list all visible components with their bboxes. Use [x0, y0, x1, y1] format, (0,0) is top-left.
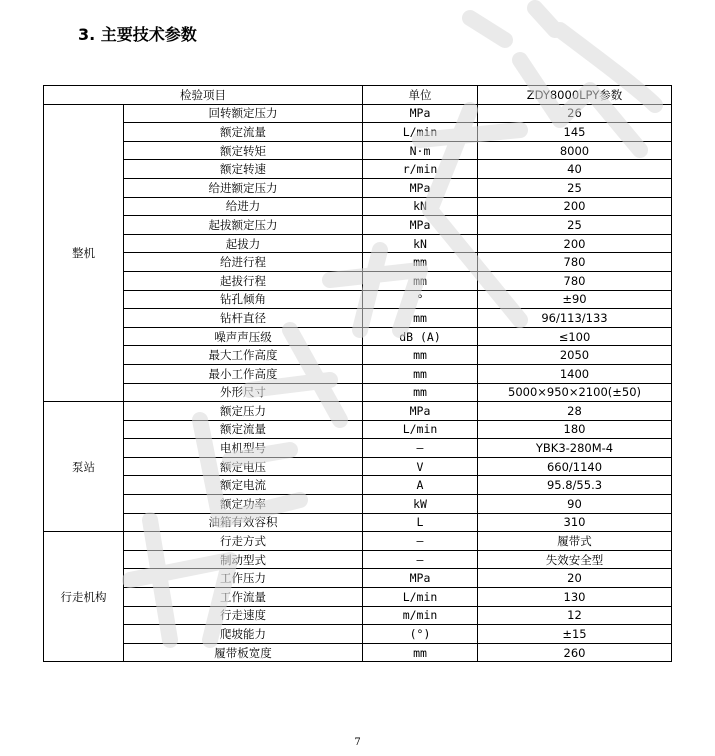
- table-row: [44, 346, 672, 365]
- cell-value: 履带式: [478, 532, 672, 551]
- cell-value: 1400: [478, 364, 672, 383]
- cell-value: 660/1140: [478, 457, 672, 476]
- table-row: [44, 383, 672, 402]
- table-row: [44, 104, 672, 123]
- cell-item: 工作压力: [124, 569, 363, 588]
- table-row: [44, 160, 672, 179]
- cell-unit: mm: [363, 253, 478, 272]
- header-unit: 单位: [363, 86, 478, 105]
- cell-unit: mm: [363, 364, 478, 383]
- page-number: 7: [354, 737, 361, 748]
- table-row: [44, 625, 672, 644]
- table-row: [44, 439, 672, 458]
- cell-unit: (°): [363, 625, 478, 644]
- cell-unit: kN: [363, 197, 478, 216]
- group-label: 整机: [44, 104, 124, 402]
- cell-item: 额定流量: [124, 123, 363, 142]
- cell-item: 给进行程: [124, 253, 363, 272]
- group-label: 泵站: [44, 402, 124, 532]
- cell-value: 200: [478, 197, 672, 216]
- cell-item: 行走速度: [124, 606, 363, 625]
- table-row: [44, 234, 672, 253]
- table-row: [44, 420, 672, 439]
- cell-value: 25: [478, 178, 672, 197]
- table-row: [44, 569, 672, 588]
- cell-value: 200: [478, 234, 672, 253]
- cell-unit: r/min: [363, 160, 478, 179]
- cell-item: 给进额定压力: [124, 178, 363, 197]
- section-title: 3. 主要技术参数: [78, 25, 197, 44]
- cell-item: 制动型式: [124, 550, 363, 569]
- cell-item: 噪声声压级: [124, 327, 363, 346]
- cell-unit: MPa: [363, 104, 478, 123]
- cell-value: 95.8/55.3: [478, 476, 672, 495]
- cell-value: 260: [478, 643, 672, 662]
- table-row: [44, 327, 672, 346]
- table-row: [44, 123, 672, 142]
- cell-item: 额定流量: [124, 420, 363, 439]
- cell-unit: mm: [363, 346, 478, 365]
- cell-unit: kW: [363, 495, 478, 514]
- cell-value: 20: [478, 569, 672, 588]
- table-row: [44, 457, 672, 476]
- cell-unit: mm: [363, 383, 478, 402]
- cell-item: 回转额定压力: [124, 104, 363, 123]
- cell-item: 电机型号: [124, 439, 363, 458]
- cell-unit: MPa: [363, 569, 478, 588]
- table-header-row: [44, 86, 672, 105]
- cell-item: 起拔力: [124, 234, 363, 253]
- cell-item: 额定转矩: [124, 141, 363, 160]
- table-row: [44, 513, 672, 532]
- cell-unit: L: [363, 513, 478, 532]
- table-row: [44, 550, 672, 569]
- cell-item: 额定压力: [124, 402, 363, 421]
- cell-value: 780: [478, 271, 672, 290]
- cell-item: 给进力: [124, 197, 363, 216]
- table-row: [44, 309, 672, 328]
- cell-value: 96/113/133: [478, 309, 672, 328]
- table-row: [44, 197, 672, 216]
- cell-item: 起拔额定压力: [124, 216, 363, 235]
- cell-item: 油箱有效容积: [124, 513, 363, 532]
- table-row: [44, 141, 672, 160]
- cell-unit: —: [363, 439, 478, 458]
- table-row: [44, 290, 672, 309]
- cell-item: 钻杆直径: [124, 309, 363, 328]
- cell-value: 310: [478, 513, 672, 532]
- table-row: [44, 606, 672, 625]
- cell-item: 工作流量: [124, 588, 363, 607]
- cell-item: 履带板宽度: [124, 643, 363, 662]
- cell-item: 最大工作高度: [124, 346, 363, 365]
- cell-item: 起拔行程: [124, 271, 363, 290]
- cell-value: 130: [478, 588, 672, 607]
- cell-unit: A: [363, 476, 478, 495]
- cell-unit: —: [363, 550, 478, 569]
- table-row: [44, 402, 672, 421]
- cell-unit: V: [363, 457, 478, 476]
- cell-value: 12: [478, 606, 672, 625]
- cell-item: 额定电流: [124, 476, 363, 495]
- cell-unit: kN: [363, 234, 478, 253]
- cell-value: 180: [478, 420, 672, 439]
- cell-item: 额定功率: [124, 495, 363, 514]
- cell-value: 40: [478, 160, 672, 179]
- cell-unit: L/min: [363, 588, 478, 607]
- cell-item: 钻孔倾角: [124, 290, 363, 309]
- table-row: [44, 216, 672, 235]
- table-row: [44, 476, 672, 495]
- cell-unit: L/min: [363, 123, 478, 142]
- cell-item: 额定电压: [124, 457, 363, 476]
- cell-unit: MPa: [363, 216, 478, 235]
- header-item: 检验项目: [44, 86, 363, 105]
- spec-table-body: [44, 104, 672, 662]
- cell-value: ±15: [478, 625, 672, 644]
- cell-unit: —: [363, 532, 478, 551]
- cell-item: 爬坡能力: [124, 625, 363, 644]
- cell-value: 25: [478, 216, 672, 235]
- cell-item: 行走方式: [124, 532, 363, 551]
- cell-unit: m/min: [363, 606, 478, 625]
- cell-unit: °: [363, 290, 478, 309]
- cell-value: ≤100: [478, 327, 672, 346]
- cell-value: 26: [478, 104, 672, 123]
- cell-unit: N·m: [363, 141, 478, 160]
- cell-unit: mm: [363, 271, 478, 290]
- cell-unit: MPa: [363, 178, 478, 197]
- cell-value: 28: [478, 402, 672, 421]
- cell-unit: L/min: [363, 420, 478, 439]
- cell-unit: mm: [363, 643, 478, 662]
- header-value: ZDY8000LPY参数: [478, 86, 672, 105]
- cell-unit: dB (A): [363, 327, 478, 346]
- cell-unit: mm: [363, 309, 478, 328]
- group-label: 行走机构: [44, 532, 124, 662]
- cell-value: 90: [478, 495, 672, 514]
- cell-value: 145: [478, 123, 672, 142]
- cell-item: 额定转速: [124, 160, 363, 179]
- cell-value: YBK3-280M-4: [478, 439, 672, 458]
- cell-item: 外形尺寸: [124, 383, 363, 402]
- table-row: [44, 532, 672, 551]
- table-row: [44, 364, 672, 383]
- table-row: [44, 643, 672, 662]
- cell-value: 780: [478, 253, 672, 272]
- cell-value: 5000×950×2100(±50): [478, 383, 672, 402]
- cell-value: ±90: [478, 290, 672, 309]
- table-row: [44, 178, 672, 197]
- table-row: [44, 253, 672, 272]
- cell-item: 最小工作高度: [124, 364, 363, 383]
- cell-value: 2050: [478, 346, 672, 365]
- cell-value: 失效安全型: [478, 550, 672, 569]
- cell-unit: MPa: [363, 402, 478, 421]
- table-row: [44, 495, 672, 514]
- spec-table: [43, 85, 672, 662]
- table-row: [44, 271, 672, 290]
- table-row: [44, 588, 672, 607]
- cell-value: 8000: [478, 141, 672, 160]
